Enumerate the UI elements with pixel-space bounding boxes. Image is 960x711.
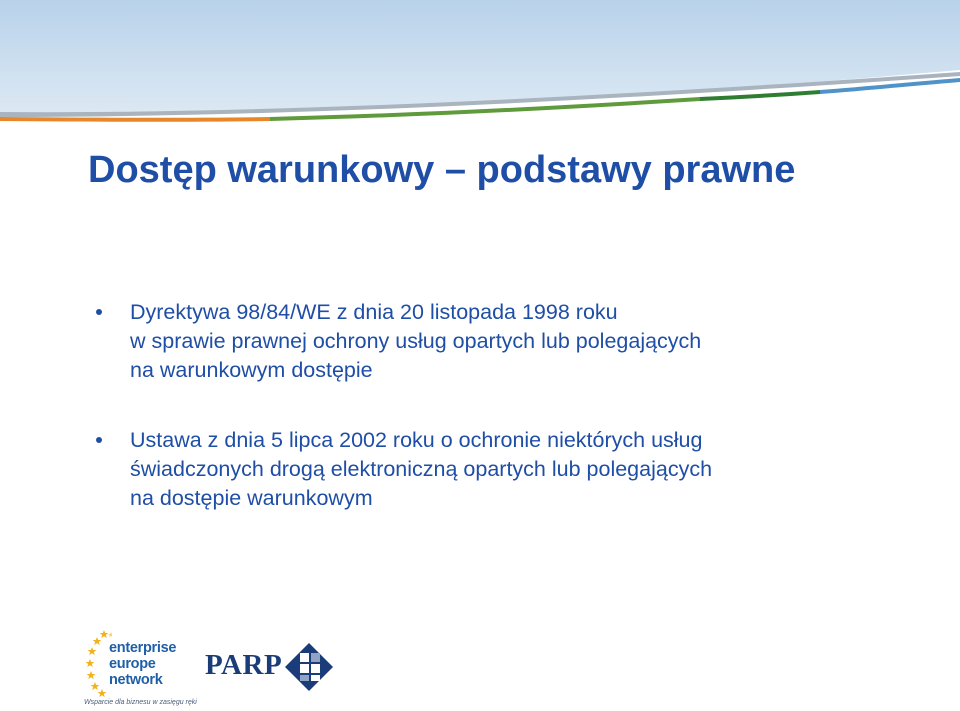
bullet-item [96,426,876,516]
een-word-enterprise: enterprise [109,640,177,656]
slide-title: Dostęp warunkowy – podstawy prawne [88,149,796,191]
banner-orange-stripe [0,117,270,122]
een-wordmark [109,640,176,688]
parp-logo [205,643,335,693]
een-word-europe: europe [109,656,156,672]
bullet-dot [96,309,102,315]
parp-diamond-icon [285,643,333,691]
bullet-dot [96,437,102,443]
banner-wave [0,0,960,116]
top-banner [0,0,960,135]
bullet-item [96,298,876,388]
parp-wordmark: PARP [205,649,283,681]
bullet-text: Ustawa z dnia 5 lipca 2002 roku o ochronie niektórych usług świadczonych drogą elektroniczną opartych lub polegających na dostępie warunkowym [130,428,713,510]
star-arc-icon [84,628,112,698]
bullet-text: Dyrektywa 98/84/WE z dnia 20 listopada 1998 roku w sprawie prawnej ochrony usług opartych lub polegających na warunkowym dostępie [130,300,702,382]
een-word-network: network [109,672,163,688]
enterprise-europe-network-logo [84,628,197,708]
een-tagline: Wsparcie dla biznesu w zasięgu ręki [84,699,197,706]
